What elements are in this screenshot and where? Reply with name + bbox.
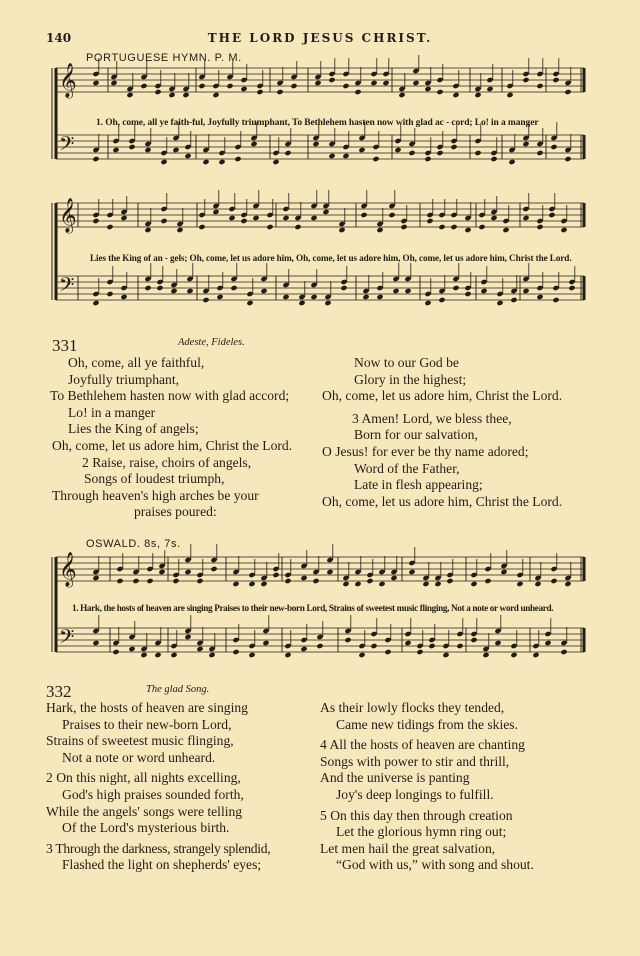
verse-line: Strains of sweetest music flinging,	[46, 733, 234, 749]
bass-clef-icon: 𝄢	[59, 625, 75, 653]
verse-line: O Jesus! for ever be thy name adored;	[322, 443, 529, 459]
note-head	[298, 300, 305, 306]
note-head	[92, 156, 99, 162]
note-head	[508, 159, 515, 165]
note-head	[552, 297, 559, 303]
note-head	[196, 578, 203, 584]
music-lyric-332-line1: 1. Hark, the hosts of heaven are singing Praises to their new-born Lord, Strains of sweetest music flinging, Not a note or word unheard.	[72, 603, 554, 613]
note-head	[404, 640, 411, 646]
verse-line: 5 On this day then through creation	[320, 807, 513, 823]
note-head	[552, 77, 559, 83]
note-head	[208, 652, 215, 658]
note-head	[428, 643, 435, 649]
note-head	[228, 215, 235, 221]
note-head	[328, 153, 335, 159]
note-head	[226, 83, 233, 89]
verse-line: Oh, come, let us adore him, Christ the Lord.	[322, 388, 563, 404]
note-head	[416, 649, 423, 655]
note-head	[464, 227, 471, 233]
note-head	[354, 581, 361, 587]
note-head	[376, 227, 383, 233]
verse-line: 4 All the hosts of heaven are chanting	[320, 737, 525, 753]
note-head	[550, 144, 557, 150]
note-head	[366, 578, 373, 584]
note-head	[260, 288, 267, 294]
note-head	[426, 218, 433, 224]
note-head	[232, 581, 239, 587]
verse-line: God's high praises sounded forth,	[62, 786, 244, 802]
note-head	[390, 575, 397, 581]
music-lyric-331-line2: Lies the King of an - gels; Oh, come, let us adore him, Oh, come, let us adore him, Oh, come, let us adore him, Christ the Lord.	[90, 253, 572, 263]
verse-line: 2 On this night, all nights excelling,	[46, 770, 241, 786]
note-head	[438, 297, 445, 303]
note-head	[486, 86, 493, 92]
note-head	[560, 649, 567, 655]
note-head	[196, 646, 203, 652]
note-head	[344, 637, 351, 643]
note-head	[168, 92, 175, 98]
note-head	[394, 147, 401, 153]
note-head	[184, 153, 191, 159]
verse-line: Joyfully triumphant,	[68, 371, 180, 387]
note-head	[564, 581, 571, 587]
note-head	[128, 646, 135, 652]
note-head	[360, 212, 367, 218]
note-head	[266, 224, 273, 230]
note-head	[262, 640, 269, 646]
verse-line: And the universe is panting	[320, 770, 470, 786]
note-head	[144, 147, 151, 153]
note-head	[272, 159, 279, 165]
note-head	[564, 156, 571, 162]
note-head	[126, 92, 133, 98]
note-head	[522, 288, 529, 294]
note-head	[146, 578, 153, 584]
note-head	[534, 581, 541, 587]
note-head	[424, 300, 431, 306]
note-head	[316, 643, 323, 649]
verse-line: Came new tidings from the skies.	[336, 716, 518, 732]
verse-line: As their lowly flocks they tended,	[320, 700, 505, 715]
verse-line: Let the glorious hymn ring out;	[336, 824, 507, 840]
note-head	[338, 227, 345, 233]
note-head	[186, 288, 193, 294]
note-head	[154, 652, 161, 658]
note-head	[478, 224, 485, 230]
note-head	[300, 575, 307, 581]
note-head	[144, 285, 151, 291]
note-head	[342, 581, 349, 587]
tune-name-332: The glad Song.	[146, 684, 210, 695]
note-head	[412, 80, 419, 86]
note-head	[322, 209, 329, 215]
note-head	[250, 141, 257, 147]
note-head	[172, 147, 179, 153]
note-head	[450, 224, 457, 230]
note-head	[202, 159, 209, 165]
note-head	[154, 89, 161, 95]
note-head	[112, 649, 119, 655]
note-head	[184, 634, 191, 640]
note-head	[548, 212, 555, 218]
note-head	[522, 77, 529, 83]
note-head	[106, 224, 113, 230]
note-head	[470, 637, 477, 643]
note-head	[160, 159, 167, 165]
note-head	[300, 646, 307, 652]
note-head	[282, 215, 289, 221]
note-head	[176, 227, 183, 233]
note-head	[480, 288, 487, 294]
note-head	[398, 92, 405, 98]
note-head	[110, 80, 117, 86]
note-head	[272, 572, 279, 578]
treble-clef-icon: 𝄞	[59, 552, 77, 587]
note-head	[422, 581, 429, 587]
note-head	[210, 566, 217, 572]
verse-line: praises poured:	[134, 504, 217, 520]
verse-line: Flashed the light on shepherds' eyes;	[62, 857, 262, 873]
note-head	[326, 569, 333, 575]
note-head	[456, 643, 463, 649]
note-head	[408, 569, 415, 575]
note-head	[198, 224, 205, 230]
note-head	[92, 218, 99, 224]
note-head	[522, 215, 529, 221]
verse-line: 2 Raise, raise, choirs of angels,	[82, 454, 252, 470]
verse-line: Through heaven's high arches be your	[52, 487, 259, 503]
note-head	[490, 156, 497, 162]
note-head	[282, 294, 289, 300]
note-head	[198, 83, 205, 89]
verse-line: Lo! in a manger	[68, 404, 156, 420]
note-head	[312, 578, 319, 584]
note-head	[532, 652, 539, 658]
verse-line: While the angels' songs were telling	[46, 803, 243, 819]
treble-clef-icon: 𝄞	[59, 198, 77, 233]
note-head	[450, 144, 457, 150]
tune-heading-oswald: OSWALD. 8s, 7s.	[86, 538, 181, 550]
verse-line: Oh, come, all ye faithful,	[68, 355, 205, 370]
note-head	[112, 147, 119, 153]
note-head	[92, 300, 99, 306]
note-head	[340, 285, 347, 291]
note-head	[106, 291, 113, 297]
note-head	[284, 150, 291, 156]
bass-clef-icon: 𝄢	[59, 132, 75, 160]
verse-line: Born for our salvation,	[354, 427, 478, 443]
note-head	[560, 227, 567, 233]
note-head	[378, 581, 385, 587]
note-head	[240, 218, 247, 224]
note-head	[144, 227, 151, 233]
note-head	[392, 288, 399, 294]
note-head	[382, 80, 389, 86]
verse-line: Let men hail the great salvation,	[320, 840, 496, 856]
note-head	[218, 159, 225, 165]
note-head	[372, 156, 379, 162]
note-head	[362, 294, 369, 300]
note-head	[230, 285, 237, 291]
note-head	[342, 83, 349, 89]
note-head	[212, 92, 219, 98]
note-head	[182, 92, 189, 98]
note-head	[92, 640, 99, 646]
note-head	[358, 652, 365, 658]
note-head	[370, 643, 377, 649]
verse-line: To Bethlehem hasten now with glad accord;	[50, 388, 290, 404]
hymn-332-right-column	[320, 700, 534, 874]
note-head	[312, 141, 319, 147]
verse-line: Glory in the highest;	[354, 371, 467, 387]
note-head	[464, 291, 471, 297]
note-head	[248, 581, 255, 587]
note-head	[212, 209, 219, 215]
note-head	[384, 649, 391, 655]
hymn-number-332: 332	[46, 682, 72, 701]
tune-heading-portuguese-hymn: PORTUGUESE HYMN. P. M.	[86, 52, 242, 64]
note-head	[536, 150, 543, 156]
verse-line: Songs with power to stir and thrill,	[320, 753, 510, 769]
note-head	[510, 652, 517, 658]
note-head	[564, 89, 571, 95]
note-head	[240, 86, 247, 92]
note-head	[452, 92, 459, 98]
page-number: 140	[46, 31, 72, 45]
note-head	[516, 581, 523, 587]
note-head	[434, 581, 441, 587]
verse-line: Word of the Father,	[354, 460, 460, 476]
note-head	[170, 288, 177, 294]
note-head	[424, 156, 431, 162]
note-head	[128, 144, 135, 150]
verse-line: Oh, come, let us adore him, Christ the Lord.	[52, 437, 293, 453]
note-head	[568, 285, 575, 291]
note-head	[232, 649, 239, 655]
note-head	[140, 652, 147, 658]
note-head	[256, 89, 263, 95]
note-head	[324, 300, 331, 306]
note-head	[92, 80, 99, 86]
note-head	[314, 80, 321, 86]
note-head	[92, 575, 99, 581]
note-head	[120, 294, 127, 300]
note-head	[502, 227, 509, 233]
note-head	[234, 156, 241, 162]
note-head	[310, 215, 317, 221]
note-head	[116, 578, 123, 584]
note-head	[536, 83, 543, 89]
note-head	[536, 224, 543, 230]
note-head	[328, 77, 335, 83]
note-head	[490, 215, 497, 221]
note-head	[474, 92, 481, 98]
note-head	[442, 652, 449, 658]
note-head	[246, 300, 253, 306]
note-head	[120, 215, 127, 221]
note-head	[438, 224, 445, 230]
note-head	[404, 288, 411, 294]
hymn-332-left-column	[46, 700, 270, 874]
verse-line: 3 Through the darkness, strangely splendid,	[46, 840, 271, 856]
note-head	[484, 578, 491, 584]
note-head	[310, 294, 317, 300]
note-head	[216, 294, 223, 300]
note-head	[276, 89, 283, 95]
note-head	[408, 150, 415, 156]
hymn-331-left-column	[52, 355, 292, 521]
verse-line: Late in flesh appearing;	[354, 477, 483, 493]
note-head	[156, 285, 163, 291]
note-head	[160, 218, 167, 224]
note-head	[184, 569, 191, 575]
note-head	[202, 297, 209, 303]
note-head	[358, 147, 365, 153]
verse-line: 3 Amen! Lord, we bless thee,	[352, 410, 512, 426]
note-head	[370, 80, 377, 86]
verse-line: “God with us,” with song and shout.	[336, 857, 534, 873]
note-head	[544, 640, 551, 646]
note-head	[452, 285, 459, 291]
note-head	[376, 294, 383, 300]
verse-line: Praises to their new-born Lord,	[62, 716, 232, 732]
hymn-331-right-column	[322, 355, 562, 510]
verse-line: Songs of loudest triumph,	[84, 471, 225, 487]
note-head	[474, 150, 481, 156]
note-head	[170, 652, 177, 658]
note-head	[550, 578, 557, 584]
verse-line: Of the Lord's mysterious birth.	[62, 820, 230, 836]
verse-line: Hark, the hosts of heaven are singing	[46, 700, 248, 715]
music-lyric-331-line1: 1. Oh, come, all ye faith-ful, Joyfully triumphant, To Bethlehem hasten now with glad ac - cord; Lo! in a manger	[96, 118, 539, 128]
note-head	[294, 224, 301, 230]
note-head	[400, 224, 407, 230]
verse-line: Not a note or word unheard.	[62, 749, 216, 765]
verse-line: Lies the King of angels;	[68, 421, 199, 437]
note-head	[140, 83, 147, 89]
note-head	[342, 153, 349, 159]
note-head	[284, 578, 291, 584]
note-head	[424, 86, 431, 92]
running-header-title: THE LORD JESUS CHRIST.	[207, 31, 433, 45]
note-head	[510, 297, 517, 303]
note-head	[494, 640, 501, 646]
note-head	[172, 578, 179, 584]
verse-line: Joy's deep longings to fulfill.	[336, 786, 494, 802]
note-head	[470, 581, 477, 587]
note-head	[436, 89, 443, 95]
treble-clef-icon: 𝄞	[59, 63, 77, 98]
note-head	[536, 294, 543, 300]
note-head	[248, 652, 255, 658]
hymn-number-331: 331	[52, 336, 78, 355]
note-head	[496, 300, 503, 306]
note-head	[132, 578, 139, 584]
bass-clef-icon: 𝄢	[59, 273, 75, 301]
note-head	[260, 581, 267, 587]
note-head	[506, 92, 513, 98]
note-head	[158, 569, 165, 575]
note-head	[290, 83, 297, 89]
note-head	[436, 150, 443, 156]
note-head	[482, 652, 489, 658]
note-head	[446, 578, 453, 584]
tune-name-331: Adeste, Fideles.	[178, 337, 245, 348]
note-head	[284, 652, 291, 658]
note-head	[354, 89, 361, 95]
note-head	[522, 141, 529, 147]
note-head	[388, 212, 395, 218]
verse-line: Now to our God be	[354, 355, 459, 370]
note-head	[500, 569, 507, 575]
note-head	[252, 215, 259, 221]
verse-line: Oh, come, let us adore him, Christ the Lord.	[322, 493, 563, 509]
